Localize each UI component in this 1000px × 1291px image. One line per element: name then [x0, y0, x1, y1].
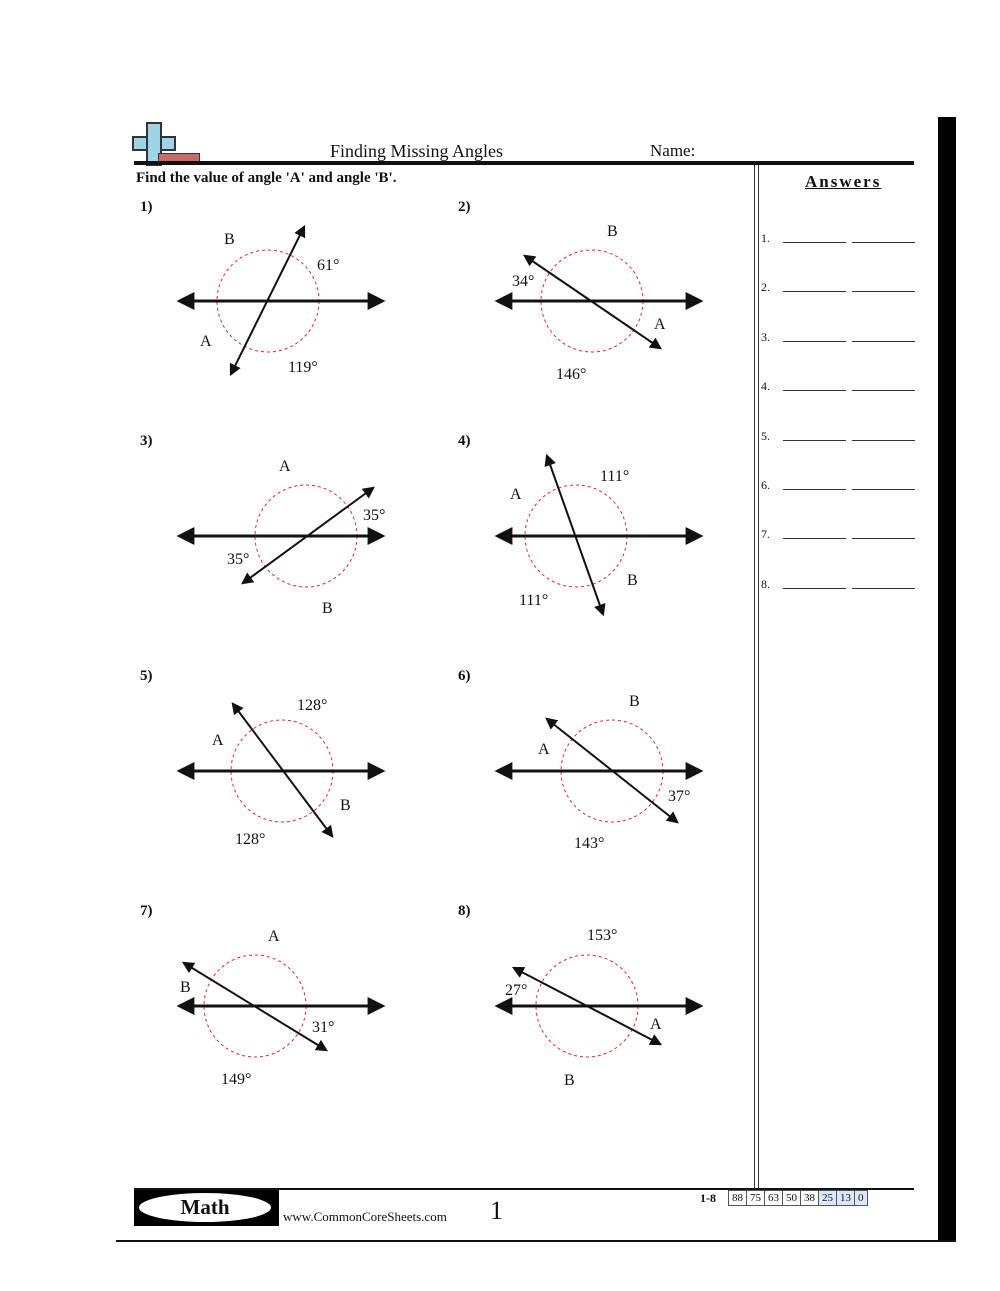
score-cell: 25 [819, 1191, 837, 1206]
angle-label: A [200, 333, 212, 350]
problem-number: 7) [140, 903, 153, 919]
problem-number: 3) [140, 433, 153, 449]
angle-label: 128° [235, 831, 266, 848]
answer-row [761, 577, 921, 591]
angle-label: B [629, 693, 640, 710]
answer-number: 3. [761, 330, 770, 344]
sheet-title: Finding Missing Angles [330, 141, 504, 161]
angle-label: 146° [556, 366, 587, 383]
angle-label: 111° [519, 592, 549, 609]
footer-subject: Math [180, 1195, 230, 1219]
bottom-rule [116, 1240, 956, 1242]
score-cell: 75 [747, 1191, 765, 1206]
answer-blank-b[interactable] [852, 291, 915, 292]
score-cell: 38 [801, 1191, 819, 1206]
answer-row [761, 330, 921, 344]
angle-label: 119° [288, 359, 318, 376]
problem-2-diagram [498, 223, 700, 383]
angle-label: B [607, 223, 618, 240]
score-range: 1-8 [700, 1191, 716, 1205]
problem-number: 4) [458, 433, 471, 449]
angle-label: 31° [312, 1019, 335, 1036]
angle-label: A [268, 928, 280, 945]
problem-5-diagram [180, 697, 382, 848]
score-table [728, 1190, 868, 1206]
answer-blank-a[interactable] [783, 538, 846, 539]
answer-blank-a[interactable] [783, 390, 846, 391]
answer-number: 7. [761, 527, 770, 541]
answer-blank-a[interactable] [783, 588, 846, 589]
angle-label: 153° [587, 927, 618, 944]
angle-label: 34° [512, 273, 535, 290]
problem-1-diagram [180, 227, 382, 376]
answer-number: 6. [761, 478, 770, 492]
footer-site: www.CommonCoreSheets.com [283, 1209, 447, 1224]
angle-label: B [180, 979, 191, 996]
angle-label: A [650, 1016, 662, 1033]
answer-blank-b[interactable] [852, 390, 915, 391]
angle-label: 37° [668, 788, 691, 805]
answer-number: 8. [761, 577, 770, 591]
angle-label: A [538, 741, 550, 758]
answer-column-divider [758, 165, 759, 1190]
angle-label: 128° [297, 697, 328, 714]
problem-number: 5) [140, 668, 153, 684]
score-cell: 63 [765, 1191, 783, 1206]
answer-blank-a[interactable] [783, 291, 846, 292]
answer-number: 1. [761, 231, 770, 245]
angle-label: B [340, 797, 351, 814]
angle-label: B [564, 1072, 575, 1089]
page-edge-bar [938, 117, 956, 1241]
answer-row [761, 429, 921, 443]
answer-row [761, 231, 921, 245]
angle-label: 35° [363, 507, 386, 524]
answer-blank-b[interactable] [852, 341, 915, 342]
angle-label: A [212, 732, 224, 749]
problem-8-diagram [498, 927, 700, 1089]
answer-row [761, 379, 921, 393]
answer-number: 4. [761, 379, 770, 393]
answer-blank-a[interactable] [783, 341, 846, 342]
angle-label: 111° [600, 468, 630, 485]
answer-blank-b[interactable] [852, 242, 915, 243]
problem-number: 2) [458, 199, 471, 215]
score-cell: 13 [837, 1191, 855, 1206]
page-number: 1 [490, 1196, 503, 1225]
angle-label: B [322, 600, 333, 617]
answer-row [761, 527, 921, 541]
answer-number: 5. [761, 429, 770, 443]
problem-number: 8) [458, 903, 471, 919]
angle-label: 143° [574, 835, 605, 852]
answer-blank-b[interactable] [852, 489, 915, 490]
problem-4-diagram [498, 456, 700, 614]
problem-7-diagram [180, 928, 382, 1088]
angle-label: B [627, 572, 638, 589]
instructions: Find the value of angle 'A' and angle 'B'. [136, 170, 397, 186]
name-label: Name: [650, 141, 696, 160]
score-cell: 88 [729, 1191, 747, 1206]
angle-label: A [654, 316, 666, 333]
problem-6-diagram [498, 693, 700, 852]
angle-label: B [224, 231, 235, 248]
answer-row [761, 478, 921, 492]
angle-label: A [510, 486, 522, 503]
angle-label: A [279, 458, 291, 475]
problem-number: 6) [458, 668, 471, 684]
answer-blank-a[interactable] [783, 440, 846, 441]
angle-label: 35° [227, 551, 250, 568]
angle-label: 61° [317, 257, 340, 274]
answer-blank-a[interactable] [783, 489, 846, 490]
score-cell: 0 [855, 1191, 868, 1206]
answer-blank-a[interactable] [783, 242, 846, 243]
angle-label: 27° [505, 982, 528, 999]
answers-title: Answers [805, 172, 882, 191]
answer-blank-b[interactable] [852, 440, 915, 441]
answer-blank-b[interactable] [852, 538, 915, 539]
answer-number: 2. [761, 280, 770, 294]
answer-column-divider [754, 165, 755, 1190]
score-cell: 50 [783, 1191, 801, 1206]
angle-label: 149° [221, 1071, 252, 1088]
answer-row [761, 280, 921, 294]
problem-3-diagram [180, 458, 385, 617]
answer-blank-b[interactable] [852, 588, 915, 589]
problem-number: 1) [140, 199, 153, 215]
